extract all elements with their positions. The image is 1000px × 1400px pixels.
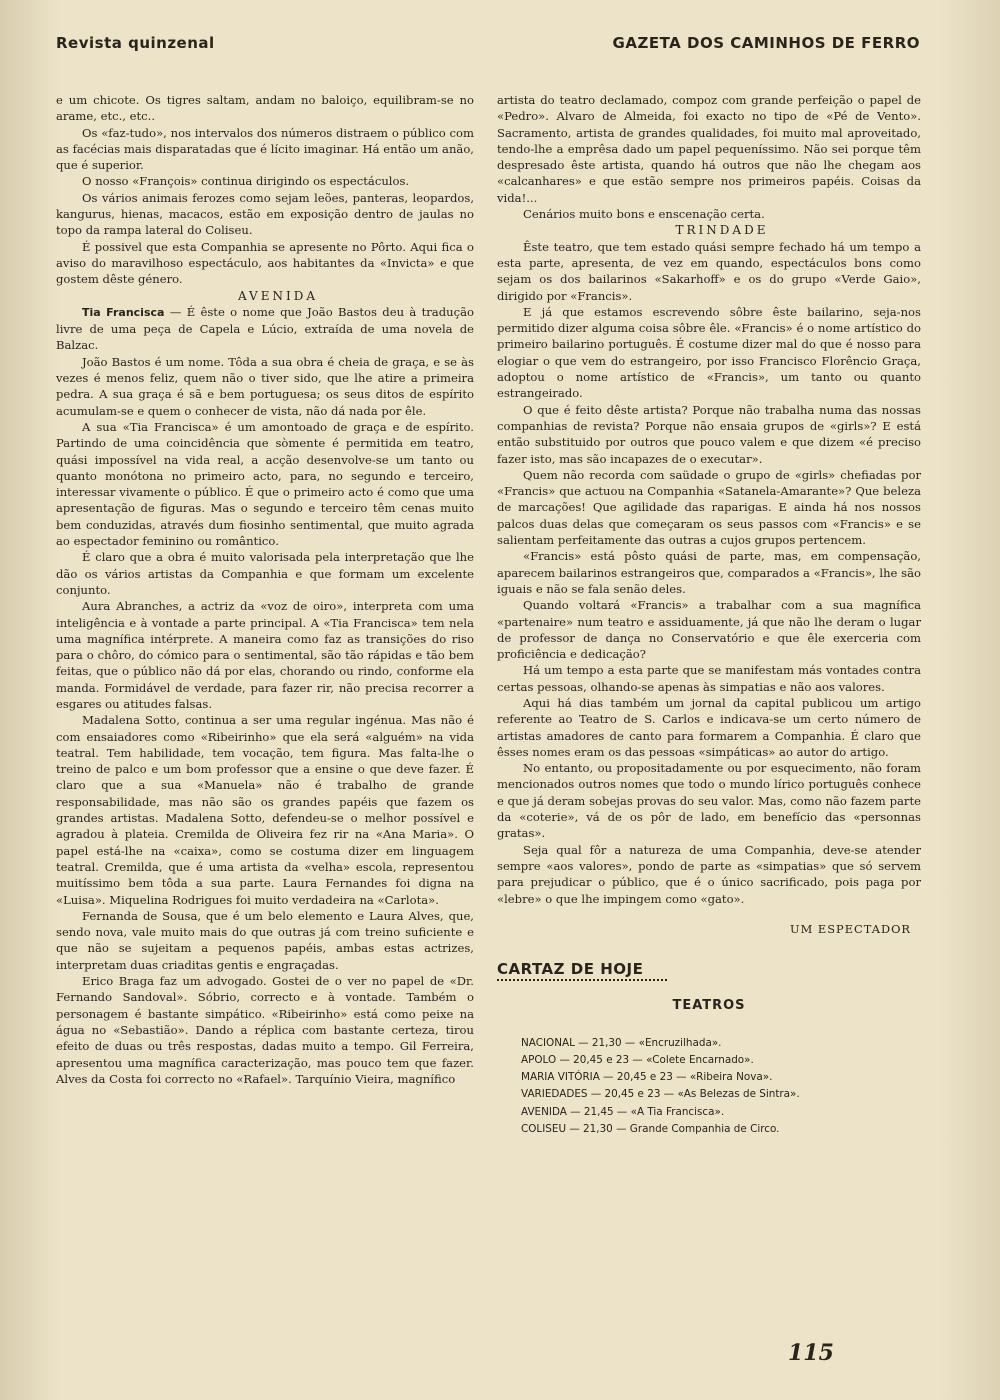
listing-item: AVENIDA — 21,45 — «A Tia Francisca».	[521, 1105, 725, 1118]
paragraph: Fernanda de Sousa, que é um belo elemento e Laura Alves, que, sendo nova, vale muito mais do que outras já com treino suficiente e que não se sujeitam a pequenos papéis, ambas estas actrizes, interpretam duas criaditas gentis e engraçadas.	[56, 908, 474, 972]
paragraph: Aura Abranches, a actriz da «voz de oiro», interpreta com uma inteligência e à vontade a parte principal. A «Tia Francisca» tem nela uma magnífica intérprete. A maneira como faz as transições do riso para o chôro, do cómico para o sentimental, são tão rápidas e tão bem feitas, que o público não dá por elas, chorando ou rindo, conforme ela manda. Formidável de verdade, para fazer rir, não precisa recorrer a esgares ou atitudes falsas.	[56, 599, 474, 711]
paragraph: João Bastos é um nome. Tôda a sua obra é cheia de graça, e se às vezes é menos feliz, quem não o tiver sido, que lhe atire a primeira pedra. A sua graça é sã e bem portuguesa; os seus ditos de espírito acumulam-se e quem o conhecer de vista, não dá nada por êle.	[56, 354, 474, 418]
paragraph: Há um tempo a esta parte que se manifestam más vontades contra certas pessoas, olhando-se apenas às simpatias e não aos valores.	[497, 663, 921, 694]
listing-item: VARIEDADES — 20,45 e 23 — «As Belezas de Sintra».	[521, 1088, 800, 1101]
paragraph: É possivel que esta Companhia se apresente no Pôrto. Aqui fica o aviso do maravilhoso espectáculo, aos habitantes da «Invicta» e que gostem dêste género.	[56, 239, 474, 287]
paragraph: Erico Braga faz um advogado. Gostei de o ver no papel de «Dr. Fernando Sandoval». Sóbrio, correcto e à vontade. Também o personagem é bastante simpático. «Ribeirinho» está como peixe na água no «Sebastião». Dando a réplica com bastante certeza, tirou efeito de duas ou três respostas, dadas muito a tempo. Gil Ferreira, apresentou uma magnífica caracterização, mas pouco tem que fazer. Alves da Costa foi correcto no «Rafael». Tarquínio Vieira, magnífico	[56, 974, 474, 1086]
signature: UM ESPECTADOR	[790, 921, 911, 936]
paragraph: Madalena Sotto, continua a ser uma regular ingénua. Mas não é com ensaiadores como «Ribeirinho» que ela será «alguém» na vida teatral. Tem habilidade, tem vocação, tem figura. Mas falta-lhe o treino de palco e um bom professor que a ensine o que deve fazer. É claro que a sua «Manuela» não é trabalho de grande responsabilidade, mas não são os grandes papéis que fazem os grandes artistas. Madalena Sotto, defendeu-se o melhor possível e agradou à plateia. Cremilda de Oliveira fez rir na «Ana Maria». O papel está-lhe na «caixa», como se costuma dizer em linguagem teatral. Cremilda, que é uma artista da «velha» escola, representou muitíssimo bem tôda a sua parte. Laura Fernandes foi digna na «Luisa». Miquelina Rodrigues foi muito verdadeira na «Carlota».	[56, 713, 474, 907]
paragraph: Os vários animais ferozes como sejam leões, panteras, leopardos, kangurus, hienas, macacos, estão em exposição dentro de jaulas no topo da rampa lateral do Coliseu.	[56, 190, 474, 238]
listing-item: NACIONAL — 21,30 — «Encruzilhada».	[521, 1036, 722, 1049]
paragraph: «Francis» está pôsto quási de parte, mas, em compensação, aparecem bailarinos estrangeiros que, comparados a «Francis», lhe são iguais e não se fala senão deles.	[497, 549, 921, 596]
paragraph: No entanto, ou propositadamente ou por esquecimento, não foram mencionados outros nomes que todo o mundo lírico português conhece e que já deram sobejas provas do seu valor. Mas, como não fazem parte da «coterie», vá de os pôr de lado, em benefício das «personnas gratas».	[497, 761, 921, 841]
paragraph-tia-francisca	[56, 304, 474, 354]
dotted-divider	[497, 979, 667, 984]
paragraph: Aqui há dias também um jornal da capital publicou um artigo referente ao Teatro de S. Carlos e indicava-se um certo número de artistas amadores de canto para formarem a Companhia. É claro que êsses nomes eram os das pessoas «simpáticas» ao autor do artigo.	[497, 695, 921, 759]
page-number: 115	[788, 1340, 834, 1366]
teatros-title: TEATROS	[672, 998, 746, 1014]
section-title-trindade: TRINDADE	[675, 223, 769, 238]
paragraph: Os «faz-tudo», nos intervalos dos números distraem o público com as facécias mais disparatadas que é lícito imaginar. Há então um anão, que é superior.	[56, 125, 474, 173]
header-left: Revista quinzenal	[56, 34, 215, 52]
paragraph: O que é feito dêste artista? Porque não trabalha numa das nossas companhias de revista? Porque não ensaia grupos de «girls»? E está então substituido por outros que pouco valem e que dizem «é preciso fazer isto, mas são incapazes de o executar».	[497, 402, 921, 466]
header-right: GAZETA DOS CAMINHOS DE FERRO	[612, 34, 920, 52]
paragraph: A sua «Tia Francisca» é um amontoado de graça e de espírito. Partindo de uma coincidência que sòmente é permitida em teatro, quási impossível na vida real, a acção desenvolve-se um tanto ou quanto monótona no primeiro acto, para, no segundo e terceiro, interessar vivamente o público. É que o primeiro acto é como que uma apresentação de figuras. Mas o segundo e terceiro têm cenas muito bem conduzidas, através dum fiosinho sentimental, que muito agrada ao espectador feminino ou romântico.	[56, 419, 474, 549]
paragraph: e um chicote. Os tigres saltam, andam no baloiço, equilibram-se no arame, etc., etc..	[56, 93, 474, 124]
play-title: Tia Francisca	[82, 305, 165, 319]
paragraph: O nosso «François» continua dirigindo os espectáculos.	[82, 174, 410, 189]
left-column	[56, 92, 474, 1087]
paragraph: Quando voltará «Francis» a trabalhar com a sua magnífica «partenaire» num teatro e assiduamente, já que não lhe deram o lugar de professor de dança no Conservatório e que êle exerceria com proficiência e dedicação?	[497, 598, 921, 662]
listing-item: MARIA VITÓRIA — 20,45 e 23 — «Ribeira Nova».	[521, 1071, 773, 1084]
paragraph: Quem não recorda com saüdade o grupo de «girls» chefiadas por «Francis» que actuou na Companhia «Satanela-Amarante»? Que beleza de marcações! Que agilidade das raparigas. E ainda há nos nossos palcos duas delas que começaram os seus passos com «Francis» e se salientam perfeitamente das outras a cujos grupos pertencem.	[497, 467, 921, 548]
paragraph: Êste teatro, que tem estado quási sempre fechado há um tempo a esta parte, apresenta, de vez em quando, espectáculos bons como sejam os dos bailarinos «Sakarhoff» e os do grupo «Verde Gaio», dirigido por «Francis».	[497, 239, 921, 303]
paragraph: artista do teatro declamado, compoz com grande perfeição o papel de «Pedro». Alvaro de Almeida, foi exacto no tipo de «Pé de Vento». Sacramento, artista de grandes qualidades, foi muito mal aproveitado, tendo-lhe a emprêsa dado um papel pequeníssimo. Não sei porque têm despresado êste artista, quando há outros que não lhe chegam aos «calcanhares» e que estão sempre nos primeiros papéis. Coisas da vida!...	[497, 93, 921, 205]
listing-item: APOLO — 20,45 e 23 — «Colete Encarnado».	[521, 1053, 754, 1066]
paragraph: E já que estamos escrevendo sôbre êste bailarino, seja-nos permitido dizer alguma coisa sôbre êle. «Francis» é o nome artístico do primeiro bailarino português. É costume dizer mal do que é nosso para elogiar o que vem do estrangeiro, por isso Francisco Florêncio Graça, adoptou o nome artístico de «Francis», um tanto ou quanto estrangeirado.	[497, 304, 921, 401]
cartaz-title: CARTAZ DE HOJE	[497, 960, 644, 979]
right-column	[497, 92, 921, 1138]
paragraph-text: — É êste o nome que João Bastos deu à tradução livre de uma peça de Capela e Lúcio, extraída de uma novela de Balzac.	[56, 304, 474, 353]
paragraph: É claro que a obra é muito valorisada pela interpretação que lhe dão os vários artistas da Companhia e que formam um excelente conjunto.	[56, 550, 474, 597]
page-header	[56, 34, 920, 58]
paragraph: Cenários muito bons e enscenação certa.	[523, 207, 765, 222]
paragraph: Seja qual fôr a natureza de uma Companhia, deve-se atender sempre «aos valores», pondo de parte as «simpatias» que só servem para prejudicar o público, que é o único sacrificado, pois paga por «lebre» o que lhe impingem como «gato».	[497, 842, 921, 906]
section-title-avenida: AVENIDA	[237, 288, 319, 303]
theatre-listings	[521, 1035, 921, 1138]
listing-item: COLISEU — 21,30 — Grande Companhia de Circo.	[521, 1122, 780, 1135]
